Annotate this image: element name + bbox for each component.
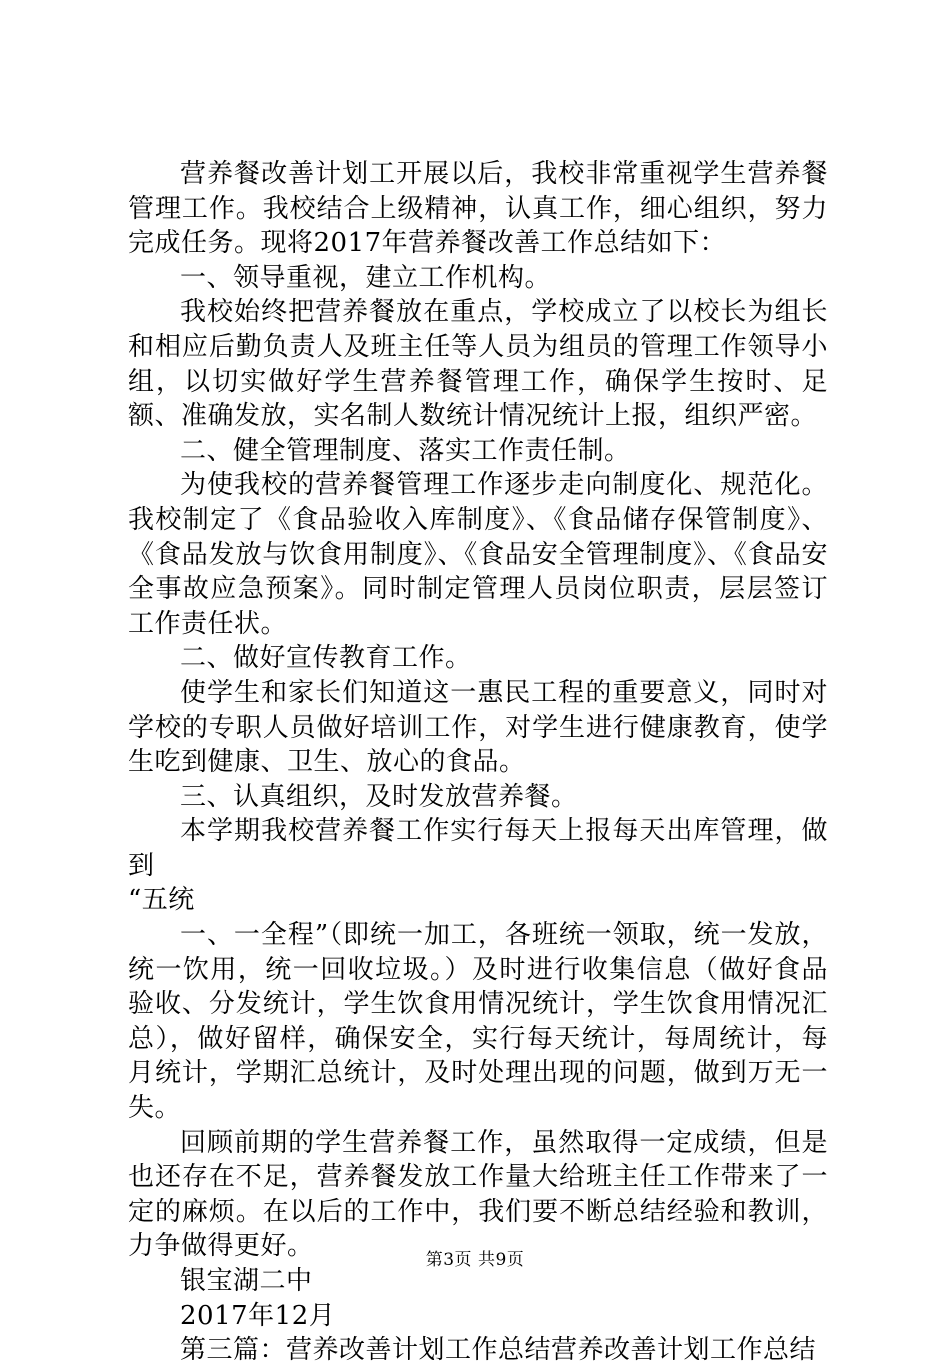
paragraph-section-2: 为使我校的营养餐管理工作逐步走向制度化、规范化。我校制定了《食品验收入库制度》、《食品储存保管制度》、《食品发放与饮食用制度》、《食品安全管理制度》、《食品安全事故应急预案》。同时制定管理人员岗位职责，层层签订工作责任状。 [128, 470, 828, 639]
page-number: 第3页 共9页 [425, 1250, 525, 1270]
document-body [128, 157, 828, 1368]
paragraph-section-4: 本学期我校营养餐工作实行每天上报每天出库管理，做到 [128, 816, 828, 881]
signature-school: 银宝湖二中 [180, 1266, 313, 1296]
paragraph-intro: 营养餐改善计划工开展以后，我校非常重视学生营养餐管理工作。我校结合上级精神，认真工作，细心组织，努力完成任务。现将2017年营养餐改善工作总结如下： [128, 159, 828, 259]
heading-section-4: 三、认真组织，及时发放营养餐。 [180, 781, 578, 812]
paragraph-process: 一、一全程”（即统一加工，各班统一领取，统一发放，统一饮用，统一回收垃圾。）及时进行收集信息（做好食品验收、分发统计，学生饮食用情况统计，学生饮食用情况汇总），做好留样，确保安全，实行每天统计，每周统计，每月统计，学期汇总统计，及时处理出现的问题，做到万无一失。 [128, 920, 828, 1124]
heading-section-1: 一、领导重视，建立工作机构。 [180, 262, 552, 293]
next-section-title: 第三篇：营养改善计划工作总结营养改善计划工作总结 [180, 1335, 817, 1366]
heading-section-2: 二、健全管理制度、落实工作责任制。 [180, 435, 631, 466]
paragraph-five-unified: “五统 [128, 885, 195, 916]
paragraph-section-3: 使学生和家长们知道这一惠民工程的重要意义，同时对学校的专职人员做好培训工作，对学生进行健康教育，使学生吃到健康、卫生、放心的食品。 [128, 677, 828, 778]
signature-date: 2017年12月 [180, 1300, 336, 1331]
paragraph-review: 回顾前期的学生营养餐工作，虽然取得一定成绩，但是也还存在不足，营养餐发放工作量大给班主任工作带来了一定的麻烦。在以后的工作中，我们要不断总结经验和教训，力争做得更好。 [128, 1127, 828, 1262]
paragraph-section-1: 我校始终把营养餐放在重点，学校成立了以校长为组长和相应后勤负责人及班主任等人员为组员的管理工作领导小组，以切实做好学生营养餐管理工作，确保学生按时、足额、准确发放，实名制人数统计情况统计上报，组织严密。 [128, 297, 828, 432]
heading-section-3: 二、做好宣传教育工作。 [180, 643, 472, 674]
